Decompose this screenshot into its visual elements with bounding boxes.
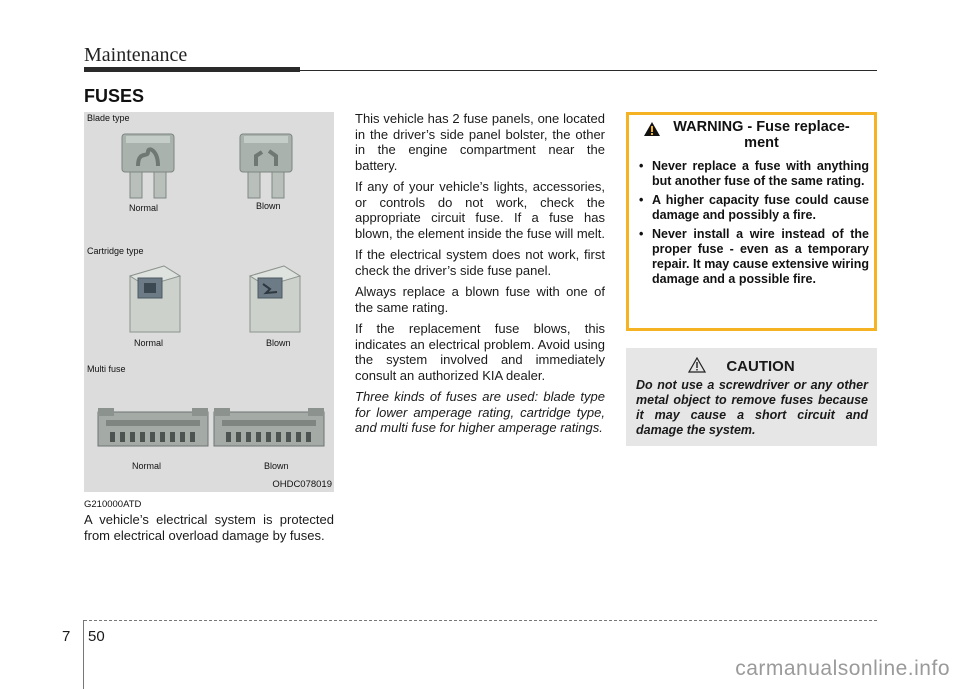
warning-item-text: Never replace a fuse with anything but another fuse of the same rating.: [652, 159, 869, 188]
warning-item-text: A higher capacity fuse could cause damage and possibly a fire.: [652, 193, 869, 222]
body-paragraph: Always replace a blown fuse with one of the same rating.: [355, 284, 605, 315]
multi-fuse-label: Multi fuse: [87, 364, 126, 374]
warning-list: [639, 159, 869, 291]
multi-blown-label: Blown: [264, 461, 289, 471]
body-column: [355, 111, 605, 442]
cartridge-blown-label: Blown: [266, 338, 291, 348]
page-number: 50: [88, 628, 105, 645]
list-item: [639, 159, 869, 189]
watermark: carmanualsonline.info: [735, 657, 950, 680]
cartridge-fuse-blown-icon: [244, 262, 306, 336]
caution-box: [626, 348, 877, 446]
list-item: [639, 193, 869, 223]
blade-normal-label: Normal: [129, 203, 159, 213]
cartridge-type-label: Cartridge type: [87, 246, 144, 256]
body-paragraph: If the electrical system does not work, first check the driver’s side fuse panel.: [355, 247, 605, 278]
bullet-dot: •: [639, 159, 644, 173]
warning-item-text: Never install a wire instead of the proper fuse - even as a temporary repair. It may cause extensive wiring damage and a possible fire.: [652, 227, 869, 286]
body-paragraph: If any of your vehicle’s lights, accessories, or controls do not work, check the appropriate circuit fuse. If a fuse has blown, the element inside the fuse will melt.: [355, 179, 606, 241]
blade-fuse-normal-icon: [118, 132, 178, 202]
bullet-dot: •: [639, 227, 644, 241]
multi-fuse-normal-icon: [96, 404, 210, 454]
warning-title-line2: ment: [744, 135, 779, 151]
warning-inner: [629, 115, 874, 328]
warning-title: [629, 119, 874, 151]
multi-normal-label: Normal: [132, 461, 162, 471]
footer-divider: [83, 620, 84, 689]
cartridge-fuse-normal-icon: [124, 262, 186, 336]
warning-box: [626, 112, 877, 331]
bullet-dot: •: [639, 193, 644, 207]
body-paragraph: If the replacement fuse blows, this indicates an electrical problem. Avoid using the system involved and immediately consult an authorized KIA dealer.: [355, 321, 605, 383]
body-paragraph-italic: Three kinds of fuses are used: blade type for lower amperage rating, cartridge type, and multi fuse for higher amperage ratings.: [355, 389, 605, 435]
caution-text: Do not use a screwdriver or any other metal object to remove fuses because it may cause a short circuit and damage the system.: [636, 378, 868, 437]
multi-fuse-blown-icon: [212, 404, 326, 454]
header-rule: [84, 70, 877, 71]
blade-fuse-blown-icon: [236, 132, 296, 202]
blade-type-label: Blade type: [87, 113, 130, 123]
caution-title: CAUTION: [726, 358, 795, 375]
list-item: [639, 227, 869, 287]
document-code: G210000ATD: [84, 499, 142, 510]
section-title: FUSES: [84, 86, 145, 106]
header-title: Maintenance: [84, 44, 188, 66]
cartridge-normal-label: Normal: [134, 338, 164, 348]
footer-rule: [84, 620, 877, 621]
figure-code: OHDC078019: [272, 479, 332, 490]
body-paragraph: This vehicle has 2 fuse panels, one located in the driver’s side panel bolster, the other in the engine compartment near the battery.: [355, 111, 605, 173]
intro-paragraph: A vehicle’s electrical system is protected from electrical overload damage by fuses.: [84, 512, 334, 543]
blade-blown-label: Blown: [256, 201, 281, 211]
warning-title-line1: WARNING - Fuse replace-: [673, 119, 850, 135]
fuse-figure: [84, 112, 334, 492]
chapter-number: 7: [62, 628, 71, 645]
